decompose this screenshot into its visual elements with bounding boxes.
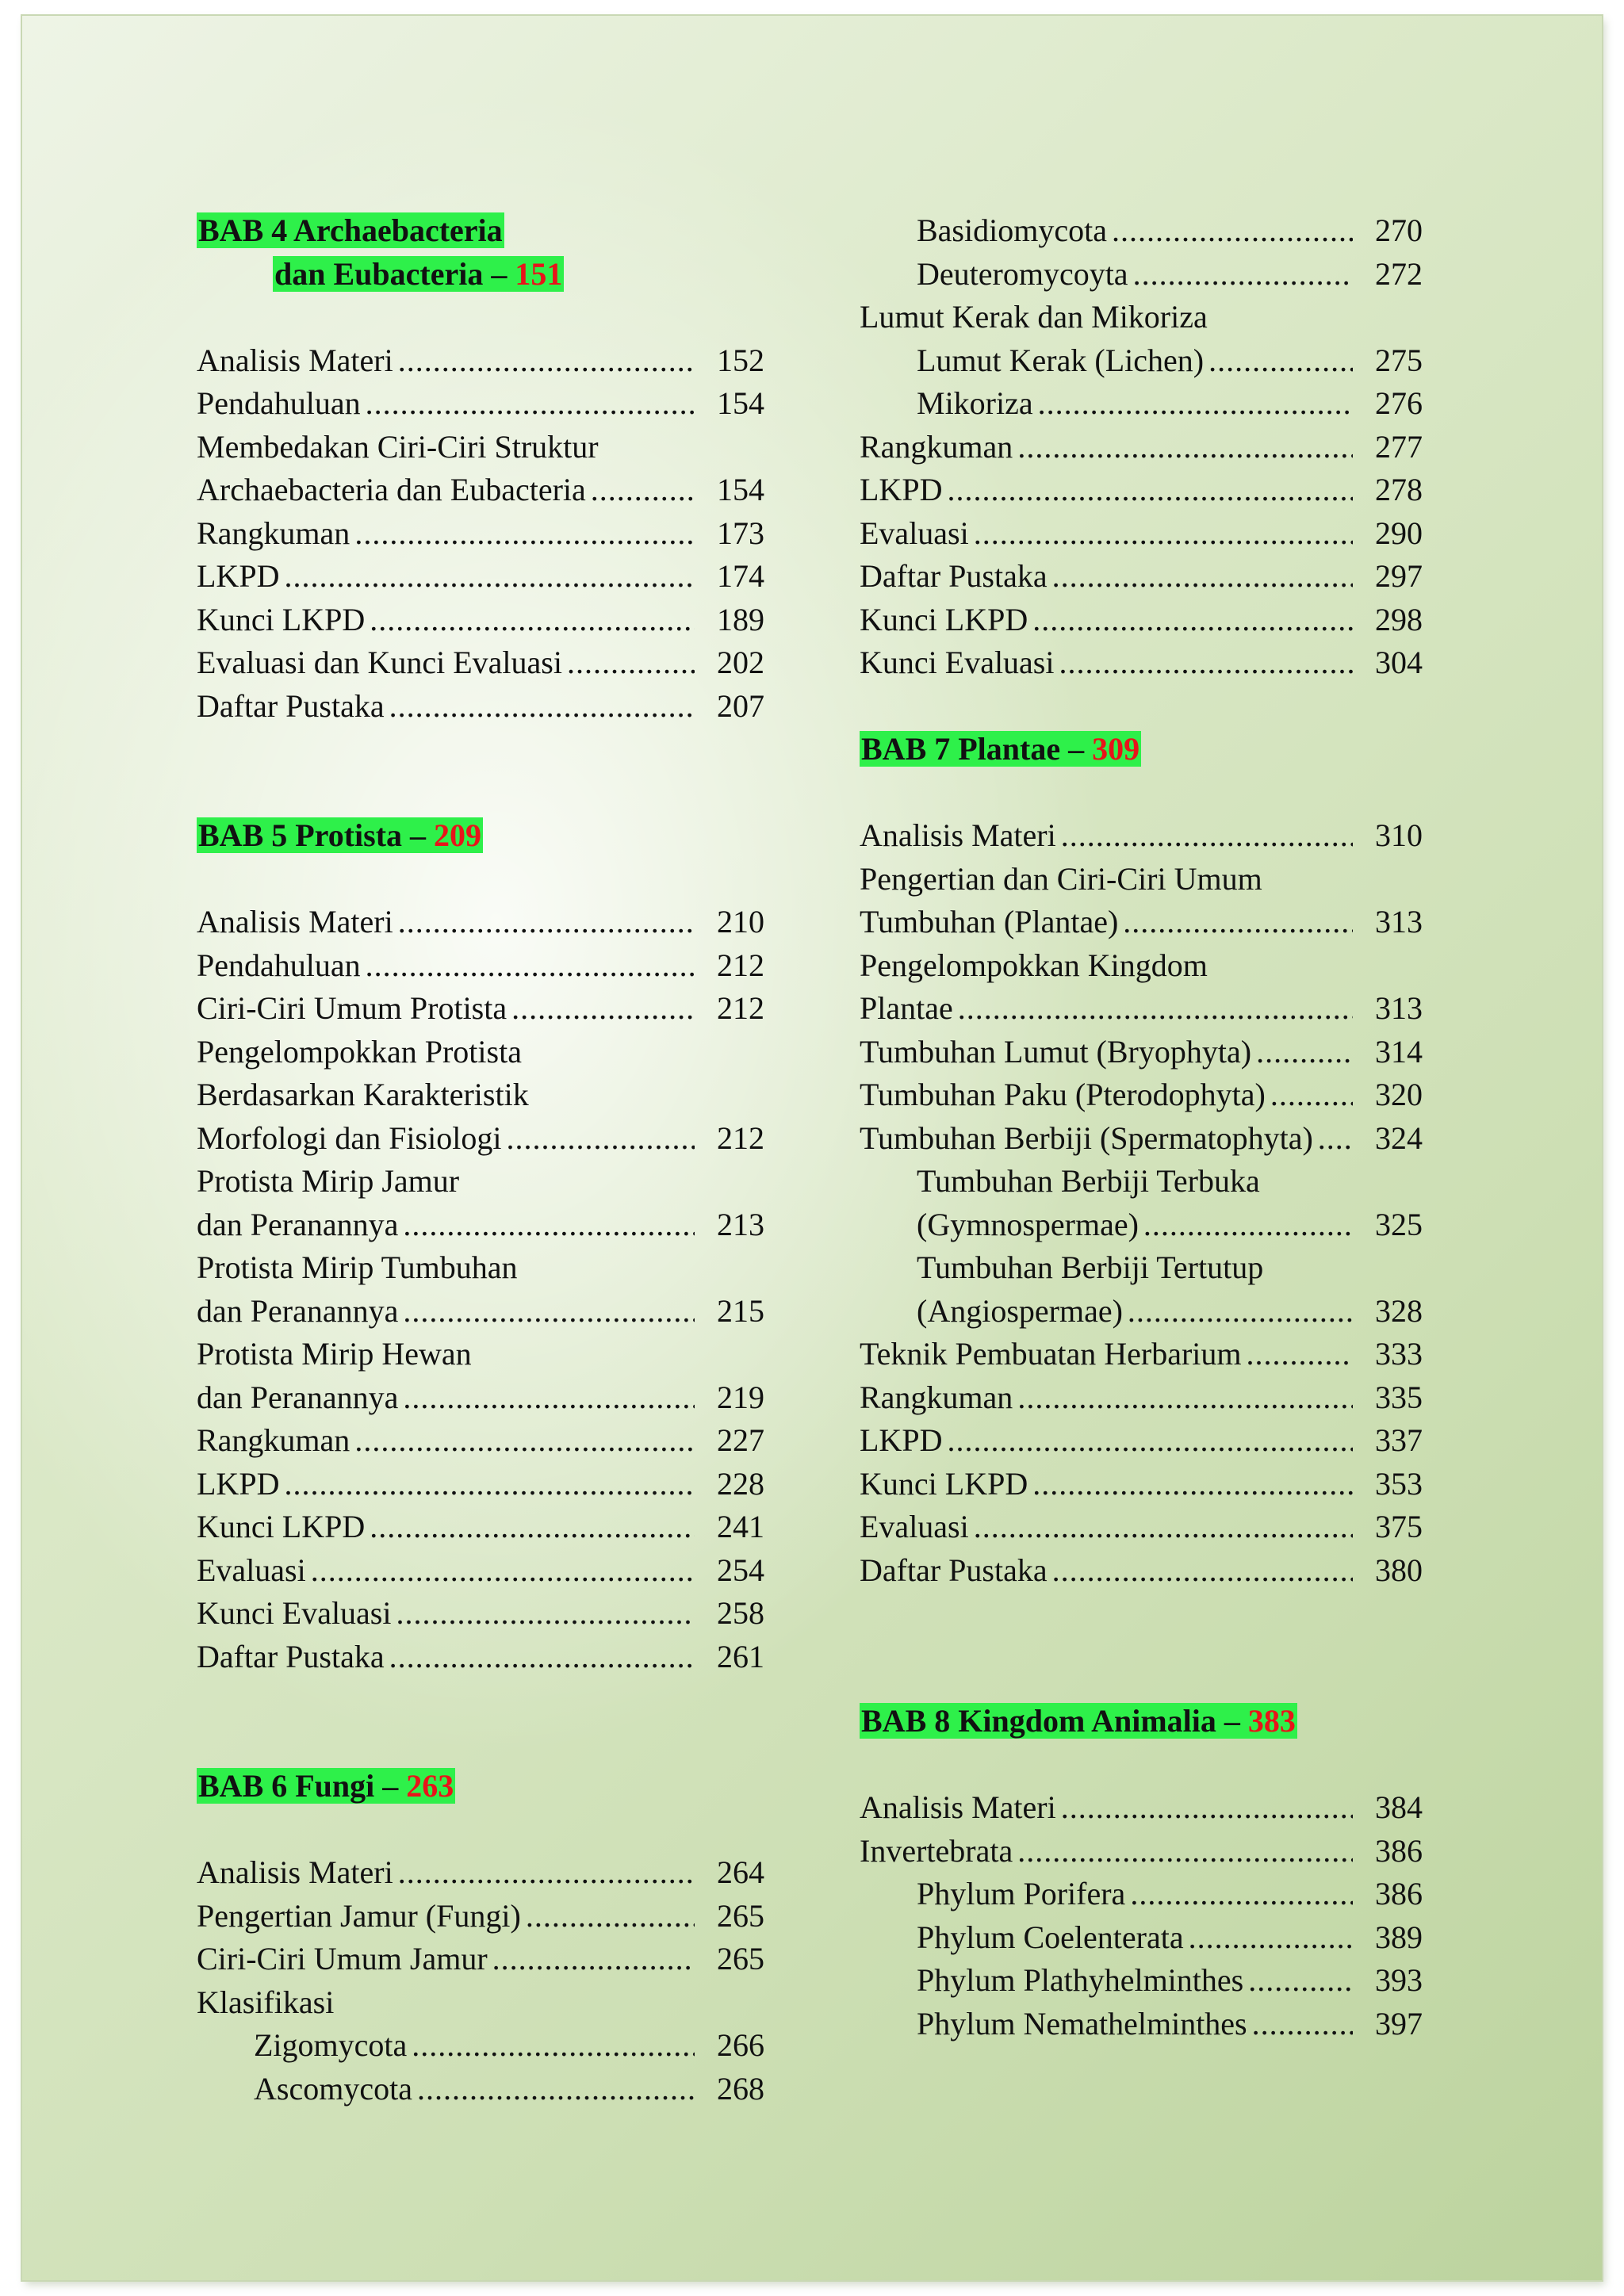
toc-entry[interactable]: Tumbuhan Paku (Pterodophyta) ..... 320 <box>860 1073 1423 1117</box>
chapter-title: BAB 8 Kingdom Animalia – <box>861 1703 1248 1739</box>
toc-entry[interactable]: Phylum Plathyhelminthes ..... 393 <box>860 1959 1423 2003</box>
toc-entry[interactable]: Phylum Coelenterata ..... 389 <box>860 1916 1423 1960</box>
toc-entry[interactable]: (Gymnospermae) ..... 325 <box>860 1203 1423 1247</box>
toc-entry[interactable]: Tumbuhan Berbiji Tertutup <box>917 1249 1264 1285</box>
toc-entry[interactable]: Pengelompokkan Protista <box>197 1033 522 1070</box>
chapter-title: BAB 5 Protista – <box>198 817 435 853</box>
toc-entry[interactable]: Analisis Materi ..... 152 <box>197 339 764 383</box>
chapter-page-number: 263 <box>406 1768 454 1804</box>
toc-entry[interactable]: Evaluasi ..... 254 <box>197 1549 764 1593</box>
toc-entry[interactable]: Kunci LKPD ..... 241 <box>197 1506 764 1549</box>
toc-entry[interactable]: Invertebrata ..... 386 <box>860 1830 1423 1873</box>
document-page <box>22 16 1602 2280</box>
toc-entry[interactable]: Basidiomycota ..... 270 <box>860 209 1423 253</box>
chapter-bab6 <box>197 1765 764 2110</box>
toc-entry[interactable]: LKPD ..... 174 <box>197 555 764 599</box>
toc-entry[interactable]: Pengertian Jamur (Fungi) ..... 265 <box>197 1895 764 1938</box>
toc-entry[interactable]: Rangkuman ..... 335 <box>860 1376 1423 1420</box>
toc-entry[interactable]: Pendahuluan ..... 154 <box>197 382 764 426</box>
toc-entry[interactable]: Teknik Pembuatan Herbarium ..... 333 <box>860 1333 1423 1376</box>
chapter-page-number: 151 <box>515 255 563 292</box>
toc-entry[interactable]: dan Peranannya ..... 219 <box>197 1376 764 1420</box>
chapter-bab5 <box>197 814 764 1678</box>
chapter-page-number: 209 <box>434 817 482 853</box>
toc-right-column <box>860 209 1423 2045</box>
toc-entry[interactable]: Ciri-Ciri Umum Jamur ..... 265 <box>197 1938 764 1981</box>
toc-entry[interactable]: dan Peranannya ..... 213 <box>197 1203 764 1247</box>
toc-entry[interactable]: Deuteromycoyta ..... 272 <box>860 253 1423 297</box>
chapter-page-number: 309 <box>1092 731 1140 767</box>
toc-left-column <box>197 209 764 2110</box>
toc-entry[interactable]: Pengelompokkan Kingdom <box>860 947 1208 983</box>
chapter-bab7 <box>860 728 1423 1592</box>
toc-entry[interactable]: Evaluasi ..... 375 <box>860 1506 1423 1549</box>
toc-entry[interactable]: Tumbuhan Berbiji Terbuka <box>917 1163 1260 1199</box>
toc-entry[interactable]: Daftar Pustaka ..... 261 <box>197 1636 764 1679</box>
toc-entry[interactable]: Tumbuhan (Plantae) ..... 313 <box>860 901 1423 944</box>
toc-entry[interactable]: Phylum Porifera ..... 386 <box>860 1873 1423 1916</box>
toc-entry[interactable]: LKPD ..... 228 <box>197 1463 764 1506</box>
toc-entry[interactable]: Phylum Nemathelminthes ..... 397 <box>860 2003 1423 2046</box>
toc-entry[interactable]: Ciri-Ciri Umum Protista ..... 212 <box>197 987 764 1031</box>
chapter-bab4 <box>197 209 764 728</box>
toc-entry[interactable]: (Angiospermae) ..... 328 <box>860 1290 1423 1334</box>
chapter-title-line2: dan Eubacteria – <box>274 255 515 292</box>
toc-entry[interactable]: Protista Mirip Jamur <box>197 1163 460 1199</box>
chapter-bab6-continued <box>860 209 1423 685</box>
chapter-heading <box>197 814 764 858</box>
toc-entry[interactable]: Kunci Evaluasi ..... 258 <box>197 1592 764 1636</box>
chapter-title: BAB 6 Fungi – <box>198 1768 407 1804</box>
toc-entry[interactable]: Daftar Pustaka ..... 380 <box>860 1549 1423 1593</box>
toc-entry[interactable]: Evaluasi ..... 290 <box>860 512 1423 556</box>
toc-entry[interactable]: Evaluasi dan Kunci Evaluasi ..... 202 <box>197 641 764 685</box>
chapter-title-line1: BAB 4 Archaebacteria <box>198 212 503 248</box>
toc-entry[interactable]: Analisis Materi ..... 264 <box>197 1851 764 1895</box>
toc-entry[interactable]: Zigomycota ..... 266 <box>197 2024 764 2068</box>
chapter-heading <box>197 1765 764 1808</box>
toc-entry[interactable]: dan Peranannya ..... 215 <box>197 1290 764 1334</box>
chapter-heading <box>860 728 1423 771</box>
toc-entry[interactable]: Analisis Materi ..... 210 <box>197 901 764 944</box>
toc-entry[interactable]: Daftar Pustaka ..... 207 <box>197 685 764 729</box>
toc-entry[interactable]: Mikoriza ..... 276 <box>860 382 1423 426</box>
toc-entry[interactable]: Tumbuhan Lumut (Bryophyta) ..... 314 <box>860 1031 1423 1074</box>
toc-entry[interactable]: Kunci LKPD ..... 353 <box>860 1463 1423 1506</box>
chapter-heading <box>860 1700 1423 1743</box>
toc-entry[interactable]: Lumut Kerak (Lichen) ..... 275 <box>860 339 1423 383</box>
toc-entry[interactable]: Plantae ..... 313 <box>860 987 1423 1031</box>
toc-entry[interactable]: Daftar Pustaka ..... 297 <box>860 555 1423 599</box>
toc-entry[interactable]: Ascomycota ..... 268 <box>197 2068 764 2111</box>
toc-entry[interactable]: Klasifikasi <box>197 1984 335 2020</box>
chapter-page-number: 383 <box>1247 1703 1296 1739</box>
chapter-bab8 <box>860 1700 1423 2045</box>
toc-entry[interactable]: Analisis Materi ..... 384 <box>860 1786 1423 1830</box>
toc-entry[interactable]: LKPD ..... 278 <box>860 469 1423 512</box>
toc-entry[interactable]: Pengertian dan Ciri-Ciri Umum <box>860 860 1262 897</box>
toc-entry[interactable]: Kunci Evaluasi ..... 304 <box>860 641 1423 685</box>
toc-entry[interactable]: Rangkuman ..... 173 <box>197 512 764 556</box>
toc-entry[interactable]: Tumbuhan Berbiji (Spermatophyta) ..... 324 <box>860 1117 1423 1161</box>
toc-entry[interactable]: Kunci LKPD ..... 189 <box>197 599 764 642</box>
toc-entry[interactable]: Pendahuluan ..... 212 <box>197 944 764 988</box>
toc-entry[interactable]: Archaebacteria dan Eubacteria ..... 154 <box>197 469 764 512</box>
toc-entry[interactable]: Protista Mirip Tumbuhan <box>197 1249 518 1285</box>
toc-entry[interactable]: LKPD ..... 337 <box>860 1419 1423 1463</box>
chapter-heading <box>197 209 764 296</box>
toc-entry[interactable]: Membedakan Ciri-Ciri Struktur <box>197 428 599 465</box>
chapter-title: BAB 7 Plantae – <box>861 731 1093 767</box>
toc-entry[interactable]: Lumut Kerak dan Mikoriza <box>860 299 1208 335</box>
toc-entry[interactable]: Protista Mirip Hewan <box>197 1336 472 1372</box>
toc-entry[interactable]: Analisis Materi ..... 310 <box>860 814 1423 858</box>
toc-entry[interactable]: Berdasarkan Karakteristik <box>197 1077 529 1112</box>
toc-entry[interactable]: Rangkuman ..... 227 <box>197 1419 764 1463</box>
toc-entry[interactable]: Kunci LKPD ..... 298 <box>860 599 1423 642</box>
toc-entry[interactable]: Morfologi dan Fisiologi ..... 212 <box>197 1117 764 1161</box>
toc-entry[interactable]: Rangkuman ..... 277 <box>860 426 1423 469</box>
